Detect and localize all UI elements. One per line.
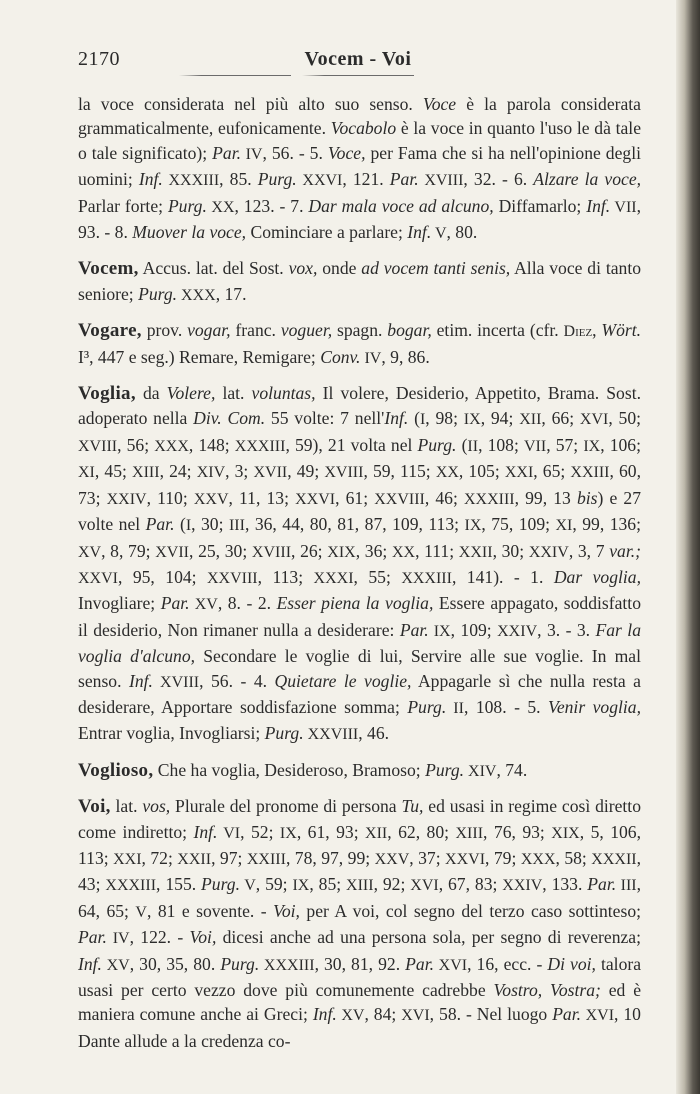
italic-text: Par. [399, 619, 429, 640]
text-run: , 43; [78, 847, 642, 895]
text-run: , 30, 35, 80. [129, 953, 221, 974]
entry-voi [78, 794, 641, 1053]
italic-text: ad vocem tanti senis, [361, 258, 511, 279]
roman-numeral: XXVI [78, 569, 118, 587]
roman-numeral: XVII [155, 543, 189, 561]
text-run: Essere appagato, soddisfatto il desiderio, Non rimaner nulla a desiderare: [78, 593, 641, 640]
text-run: , 84; [364, 1004, 402, 1025]
entry-body [153, 760, 527, 780]
entry-body [78, 320, 641, 366]
text-run: da [135, 383, 167, 404]
italic-text: Muover la voce, [132, 222, 247, 243]
text-run: , 45; [94, 461, 133, 482]
entry-vocem [78, 256, 641, 308]
italic-text: Esser piena la voglia, [276, 593, 434, 614]
text-run: lat. [215, 383, 252, 404]
italic-text: voluntas, [251, 383, 316, 404]
roman-numeral: IX [292, 877, 310, 895]
text-run: , 74. [496, 759, 528, 780]
roman-numeral: XVI [434, 956, 468, 974]
text-run: , 8. - 2. [217, 593, 277, 614]
text-run: , 111; [415, 540, 459, 561]
roman-numeral: XXVIII [374, 490, 425, 508]
text-run: , 95, 104; [118, 566, 207, 587]
text-run: Cominciare a parlare; [246, 222, 408, 243]
text-run: , 30, 81, 92. [314, 953, 406, 974]
italic-text: Purg. [425, 759, 465, 780]
text-run: , 61, 93; [296, 821, 366, 842]
text-run: , 8, 79; [101, 540, 156, 561]
text-run: , 58; [555, 847, 592, 868]
italic-text: Inf. [312, 1004, 337, 1025]
italic-text: Par. [78, 927, 107, 948]
text-run: , 3. - 3. [537, 619, 596, 640]
entry-voglia [78, 381, 641, 748]
italic-text: Voce [422, 94, 457, 114]
italic-text: Dar voglia, [553, 566, 641, 587]
roman-numeral: IV [106, 930, 130, 948]
italic-text: Venir voglia, [548, 696, 641, 717]
roman-numeral: XVIII [78, 437, 118, 455]
text-run: , 36, 44, 80, 81, 87, 109, 113; [244, 514, 465, 535]
roman-numeral: XXV [193, 490, 229, 508]
entry-body [78, 258, 641, 303]
entry-headword: Vogare, [78, 320, 142, 342]
text-run: , 108. - 5. [463, 696, 549, 717]
text-run: , 110; [146, 487, 194, 508]
text-run: , 30; [492, 540, 529, 561]
entry-headword: Vocem, [78, 258, 139, 280]
header-rule [78, 75, 638, 76]
text-run: per A voi, col segno del terzo caso sottinteso; [299, 900, 641, 921]
roman-numeral: XXX [520, 850, 556, 868]
roman-numeral: IV [360, 349, 382, 367]
text-run: Appagarle sì che nulla resta a desiderare, Apportare soddisfazione somma; [78, 670, 641, 717]
italic-text: Dar mala voce ad alcuno, [308, 195, 494, 216]
continuation-paragraph [78, 92, 641, 246]
roman-numeral: XXI [113, 850, 142, 868]
roman-numeral: XXIII [570, 464, 610, 482]
text-run: , 52; [240, 821, 280, 842]
text-run: , 72; [141, 847, 178, 868]
roman-numeral: XIII [455, 824, 484, 842]
text-run: ( [174, 514, 186, 535]
roman-numeral: II [446, 699, 464, 717]
roman-numeral: XVII [253, 464, 288, 482]
text-run: , 26; [291, 540, 328, 561]
roman-numeral: IX [428, 622, 451, 640]
italic-text: Par. [212, 142, 241, 163]
text-run: prov. [141, 320, 188, 341]
italic-text: Purg. [264, 723, 304, 744]
italic-text: Purg. [407, 696, 447, 717]
italic-text: Tu, [401, 796, 424, 817]
text-run: ed usasi in regime così diretto come indiretto; [78, 796, 641, 842]
italic-text: Par. [160, 593, 190, 614]
entry-voglioso [78, 758, 641, 784]
page-header [78, 48, 638, 76]
roman-numeral: XXVI [445, 850, 486, 868]
text-run: onde [317, 258, 362, 279]
text-run: I³, 447 e seg.) Remare, Remigare; [78, 346, 321, 367]
text-run: , 105; [458, 461, 505, 482]
text-run: etim. incerta (cfr. [431, 320, 564, 341]
text-run: , 85. [219, 169, 258, 190]
roman-numeral: VI [217, 824, 241, 842]
roman-numeral: XXXIII [401, 569, 452, 587]
text-run: Parlar forte; [78, 195, 168, 216]
text-run: , 106; [600, 434, 641, 455]
text-run: ( [408, 408, 420, 429]
roman-numeral: XV [101, 956, 130, 974]
text-run: , 60, 73; [78, 461, 642, 508]
text-run: , 59; [255, 874, 293, 895]
roman-numeral: XXXII [591, 850, 637, 868]
italic-text: Far la voglia d'alcuno, [78, 619, 641, 667]
italic-text: Purg. [167, 195, 207, 216]
italic-text: Par. [552, 1004, 582, 1025]
italic-text: Vostro, Vostra; [493, 980, 601, 1000]
roman-numeral: XXXIII [259, 956, 315, 974]
roman-numeral: XV [78, 543, 102, 561]
text-run: , 133. [542, 874, 588, 895]
text-run: , 46; [424, 487, 464, 508]
roman-numeral: III [228, 517, 245, 535]
text-run: , 62, 80; [387, 821, 456, 842]
italic-text: Wört. [601, 320, 642, 341]
roman-numeral: XII [365, 824, 388, 842]
text-run: , 25, 30; [189, 540, 252, 561]
entry-headword: Voglia, [78, 383, 136, 405]
roman-numeral: XXVIII [206, 569, 258, 587]
text-run: , 3; [225, 461, 254, 482]
text-run: per Fama che si ha nell'opinione degli uomini; [78, 142, 641, 190]
text-run: , 109; [450, 619, 498, 640]
text-run: , [592, 320, 602, 341]
roman-numeral: IX [463, 411, 481, 429]
italic-text: Voi, [273, 900, 300, 921]
text-run: , 32. - 6. [463, 169, 534, 190]
roman-numeral: XXIV [528, 543, 569, 561]
dictionary-text [78, 92, 641, 1053]
italic-text: Voce, [327, 142, 366, 163]
italic-text: vogar, [187, 320, 231, 341]
text-run: dicesi anche ad una persona sola, per segno di reverenza; [216, 927, 641, 948]
roman-numeral: XXI [504, 464, 534, 482]
roman-numeral: XXX [154, 437, 189, 455]
text-run: , 3, 7 [568, 540, 610, 561]
entry-body [78, 383, 641, 743]
italic-text: Purg. [138, 283, 178, 304]
text-run: , 30; [191, 514, 229, 535]
text-run: , 10 Dante allude a la credenza co- [78, 1004, 641, 1051]
text-run: , 16, ecc. - [467, 953, 548, 974]
text-run: , 81 e sovente. - [146, 900, 274, 921]
roman-numeral: XXIV [106, 490, 147, 508]
text-run: , 80. [446, 222, 478, 243]
roman-numeral: XVI [579, 411, 609, 429]
italic-text: Par. [587, 874, 617, 895]
text-run: , 113; [257, 566, 314, 587]
text-run: è la parola considerata grammaticalmente, eufonicamente. [78, 94, 641, 139]
text-run: , 79; [485, 847, 521, 868]
italic-text: Par. [389, 169, 419, 190]
text-run: Accus. lat. del Sost. [138, 258, 289, 279]
text-run: , 121. [342, 169, 390, 190]
text-run: , 5, 106, 113; [78, 821, 642, 868]
italic-text: Inf. [78, 953, 102, 974]
text-run: , 76, 93; [483, 821, 552, 842]
roman-numeral: IX [583, 437, 601, 455]
entry-vogare [78, 318, 641, 371]
roman-numeral: XXXIII [162, 172, 220, 190]
italic-text: Inf. [128, 670, 153, 691]
text-run: franc. [230, 320, 281, 341]
text-run: , 56; [117, 434, 155, 455]
roman-numeral: XV [189, 596, 218, 614]
roman-numeral: XIII [132, 464, 160, 482]
text-run: 55 volte: 7 nell' [265, 408, 385, 429]
text-run: , 36; [355, 540, 392, 561]
text-run: , 59, 115; [363, 461, 436, 482]
text-run: spagn. [332, 320, 388, 341]
text-run: , 50; [608, 408, 642, 429]
roman-numeral: XI [555, 517, 573, 535]
text-run: , 9, 86. [381, 346, 430, 367]
roman-numeral: V [135, 903, 147, 921]
roman-numeral: XII [519, 411, 542, 429]
italic-text: Purg. [257, 169, 297, 190]
roman-numeral: XIX [327, 543, 356, 561]
text-run: , 94; [480, 408, 520, 429]
italic-text: Inf. [407, 222, 432, 243]
text-run: , 122. - [129, 927, 190, 948]
text-run: , 108; [478, 434, 524, 455]
roman-numeral: XX [206, 198, 235, 216]
roman-numeral: XVIII [324, 464, 364, 482]
italic-text: voguer, [280, 320, 333, 341]
text-run: la voce considerata nel più alto suo senso. [78, 94, 423, 114]
text-run: Diffamarlo; [493, 195, 587, 216]
text-run: ) e 27 volte nel [78, 487, 641, 535]
text-run: , 37; [409, 847, 446, 868]
roman-numeral: XXVI [295, 490, 336, 508]
text-run: , 75, 109; [481, 514, 556, 535]
roman-numeral: XXVIII [303, 726, 359, 744]
italic-text: Volere, [166, 383, 216, 404]
text-run: , 56. - 4. [199, 670, 275, 691]
roman-numeral: IX [464, 517, 482, 535]
text-run: , 17. [215, 283, 247, 304]
italic-text: Quietare le voglie, [274, 670, 412, 691]
roman-numeral: XVIII [251, 543, 292, 561]
text-run: , 93. - 8. [78, 195, 642, 243]
text-run: , 49; [287, 461, 325, 482]
roman-numeral: IV [241, 145, 263, 163]
roman-numeral: XVI [410, 877, 439, 895]
roman-numeral: V [431, 225, 447, 243]
text-run: Invogliare; [78, 593, 161, 614]
text-run: , 11, 13; [228, 487, 296, 508]
text-run: , 66; [541, 408, 580, 429]
roman-numeral: XXII [458, 543, 493, 561]
italic-text: Inf. [138, 169, 163, 190]
text-run: , 24; [159, 461, 197, 482]
roman-numeral: XI [78, 464, 95, 482]
text-run: ( [456, 434, 468, 455]
roman-numeral: XIII [346, 877, 374, 895]
roman-numeral: XVI [401, 1007, 430, 1025]
text-run: Plurale del pronome di persona [170, 796, 402, 817]
text-run: Che ha voglia, Desideroso, Bramoso; [153, 759, 426, 780]
roman-numeral: II [467, 437, 479, 455]
text-run: lat. [110, 796, 143, 817]
text-run: , 141). - 1. [451, 566, 554, 587]
italic-text: Inf. [193, 821, 218, 842]
italic-text: Inf. [384, 408, 409, 429]
text-run: , 85; [309, 874, 347, 895]
text-run: , 155. [156, 874, 202, 895]
roman-numeral: Diez [563, 323, 593, 341]
italic-text: var.; [609, 540, 642, 561]
roman-numeral: XX [435, 464, 459, 482]
text-run: , 65; [533, 461, 571, 482]
text-run: , 64, 65; [78, 874, 642, 921]
italic-text: Purg. [417, 434, 457, 455]
italic-text: Div. Com. [193, 408, 266, 429]
text-run: , 148; [188, 434, 235, 455]
entry-body [78, 796, 641, 1051]
entry-headword: Voi, [78, 796, 111, 818]
italic-text: Par. [405, 953, 434, 974]
italic-text: vos, [142, 796, 171, 817]
roman-numeral: XXIV [497, 622, 538, 640]
text-run: Alla voce di tanto seniore; [78, 258, 642, 304]
roman-numeral: XX [391, 543, 416, 561]
text-run: , 78, 97, 99; [285, 847, 375, 868]
page-number: 2170 [78, 48, 120, 70]
text-run: Secondare le voglie di lui, Servire alle sue voglie. In mal senso. [78, 646, 642, 691]
text-run: , 56. - 5. [262, 142, 328, 163]
italic-text: bis [576, 487, 598, 508]
italic-text: Par. [145, 514, 175, 535]
text-run: , 57; [546, 434, 584, 455]
roman-numeral: XXVI [296, 172, 343, 190]
text-run: Il volere, Desiderio, Appetito, Brama. Sost. adoperato nella [78, 383, 641, 429]
text-run: è la voce in quanto l'uso le dà tale o tale significato); [78, 118, 642, 163]
roman-numeral: XXXIII [105, 877, 157, 895]
roman-numeral: XV [336, 1007, 365, 1025]
text-run: , 58. - Nel luogo [429, 1004, 553, 1025]
italic-text: Purg. [220, 953, 260, 974]
roman-numeral: IX [279, 824, 297, 842]
text-run: Entrar voglia, Invogliarsi; [78, 723, 265, 744]
italic-text: Purg. [201, 874, 240, 895]
italic-text: vox, [288, 258, 318, 279]
roman-numeral: XXV [374, 850, 410, 868]
text-run: , 123. - 7. [234, 195, 309, 216]
italic-text: Inf. [586, 195, 611, 216]
roman-numeral: I [419, 411, 426, 429]
roman-numeral: I [185, 517, 192, 535]
roman-numeral: XIX [551, 824, 580, 842]
text-run: , 67, 83; [438, 874, 503, 895]
roman-numeral: III [616, 877, 637, 895]
roman-numeral: XXXI [313, 569, 354, 587]
text-run: , 61; [335, 487, 375, 508]
italic-text: Vocabolo [330, 118, 397, 139]
roman-numeral: VII [523, 437, 547, 455]
italic-text: Voi, [189, 927, 217, 948]
roman-numeral: XXXIII [463, 490, 515, 508]
text-run: , 92; [373, 874, 411, 895]
text-run: , 97; [211, 847, 247, 868]
roman-numeral: XXXIII [234, 437, 286, 455]
running-head: Vocem - Voi [304, 48, 412, 70]
roman-numeral: VII [610, 198, 637, 216]
roman-numeral: XXIII [246, 850, 286, 868]
page-edge-shadow [676, 0, 700, 1094]
roman-numeral: XXII [177, 850, 212, 868]
italic-text: Conv. [320, 346, 361, 367]
roman-numeral: XVIII [152, 673, 200, 691]
roman-numeral: V [239, 877, 256, 895]
roman-numeral: XXX [177, 286, 216, 304]
text-run: , 98; [425, 408, 464, 429]
text-run: , 99, 136; [572, 514, 641, 535]
entry-headword: Voglioso, [78, 759, 154, 781]
roman-numeral: XVI [581, 1007, 615, 1025]
roman-numeral: XXIV [502, 877, 543, 895]
text-run: ed è maniera comune anche ai Greci; [78, 980, 642, 1025]
text-run: , 99, 13 [514, 487, 577, 508]
text-run: , 59), 21 volta nel [285, 434, 418, 455]
text-run: , 46. [358, 723, 390, 744]
italic-text: Alzare la voce, [533, 169, 642, 190]
roman-numeral: XVIII [418, 172, 464, 190]
text-run: , 55; [353, 566, 402, 587]
italic-text: bogar, [387, 320, 432, 341]
text-run: talora usasi per certo vezzo dove più comunemente cadrebbe [78, 953, 642, 1000]
italic-text: Di voi, [547, 953, 596, 974]
roman-numeral: XIV [196, 464, 226, 482]
roman-numeral: XIV [464, 762, 497, 780]
